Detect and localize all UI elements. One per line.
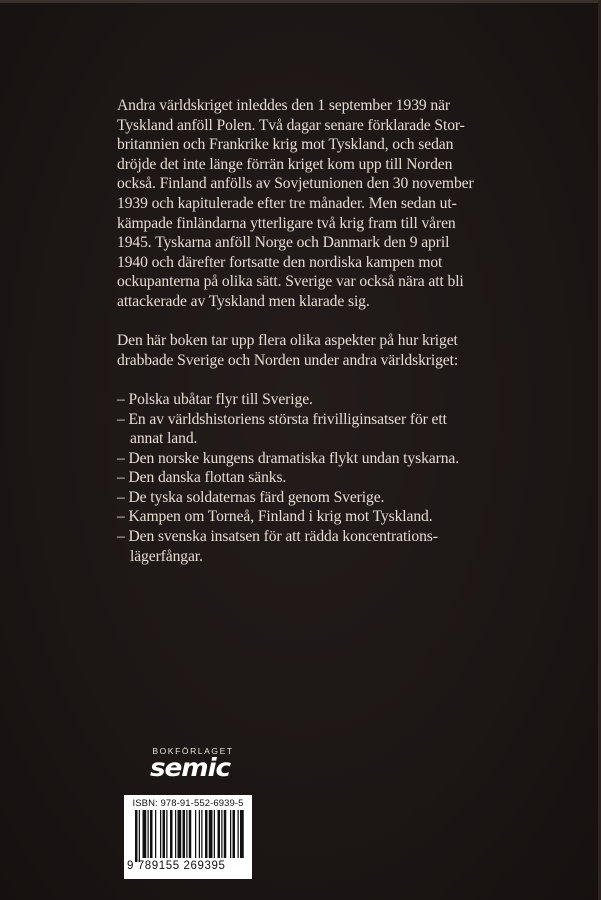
barcode-bar	[240, 810, 244, 858]
blurb-paragraph-2	[117, 331, 492, 370]
barcode-bar	[175, 810, 176, 858]
barcode-bar	[178, 810, 182, 858]
bullet-item-continuation: lägerfångar.	[130, 547, 203, 565]
blurb-line: 1945. Tyskarna anföll Norge och Danmark den 9 april	[117, 234, 450, 252]
blurb-line: 1939 och kapitulerade efter tre månader. Men sedan ut-	[117, 194, 457, 212]
barcode-icon	[131, 810, 245, 862]
barcode-bar	[135, 810, 138, 862]
blurb-line: drabbade Sverige och Norden under andra världskriget:	[117, 351, 459, 369]
barcode-bar	[186, 810, 187, 858]
barcode-bar	[230, 810, 231, 858]
blurb-line: kämpade finländarna ytterligare två krig fram till våren	[117, 214, 456, 232]
bullet-list	[117, 390, 492, 566]
barcode-digits: 9 789155 269395	[127, 860, 226, 872]
publisher-logo	[140, 746, 240, 780]
barcode-bar	[189, 810, 192, 858]
barcode-bar	[160, 810, 161, 858]
barcode-bar	[183, 810, 186, 858]
barcode-bar	[195, 810, 196, 858]
barcode-bar	[139, 810, 140, 862]
blurb-line: också. Finland anfölls av Sovjetunionen den 30 november	[117, 175, 474, 193]
barcode-bar	[143, 810, 147, 858]
blurb-paragraph-1	[117, 96, 492, 312]
bullet-item: – Kampen om Torneå, Finland i krig mot Tyskland.	[117, 508, 433, 526]
bullet-item: – En av världshistoriens största frivilliginsatser för ett	[117, 410, 447, 428]
blurb-text	[117, 96, 492, 566]
barcode-bar	[221, 810, 222, 858]
barcode-bar	[238, 810, 239, 858]
blurb-line: 1940 och därefter fortsatte den nordiska kampen mot	[117, 253, 443, 271]
bullet-item: – Den norske kungens dramatiska flykt undan tyskarna.	[117, 449, 460, 467]
barcode-bar	[224, 810, 227, 858]
barcode-bar	[170, 810, 173, 858]
barcode-bar	[199, 810, 200, 858]
isbn-text: ISBN: 978-91-552-6939-5	[132, 798, 244, 809]
barcode-bar	[214, 810, 215, 858]
blurb-line: dröjde det inte länge förrän kriget kom upp till Norden	[117, 155, 453, 173]
bullet-item: – Den danska flottan sänks.	[117, 469, 287, 487]
bullet-item: – Den svenska insatsen för att rädda koncentrations-	[117, 528, 438, 546]
blurb-line: ockupanterna på olika sätt. Sverige var också nära att bli	[117, 273, 464, 291]
blurb-line: britannien och Frankrike krig mot Tyskland, och sedan	[117, 136, 454, 154]
blurb-line: Andra världskriget inleddes den 1 september 1939 när	[117, 97, 450, 114]
bullet-item: – Polska ubåtar flyr till Sverige.	[117, 390, 313, 408]
barcode-bar	[163, 810, 166, 858]
cover-top-edge	[0, 0, 601, 3]
bullet-item: – De tyska soldaternas färd genom Sverige.	[117, 488, 385, 506]
blurb-line: attackerade av Tyskland men klarade sig.	[117, 292, 370, 310]
publisher-logo-name: semic	[149, 753, 231, 782]
blurb-line: Den här boken tar upp flera olika aspekter på hur kriget	[117, 332, 458, 350]
barcode-bar	[233, 810, 236, 858]
bullet-item-continuation: annat land.	[130, 430, 198, 448]
barcode-bar	[155, 810, 156, 858]
barcode-bar	[201, 810, 202, 858]
barcode-bar	[218, 810, 221, 858]
blurb-line: Tyskland anföll Polen. Två dagar senare förklarade Stor-	[117, 116, 465, 134]
barcode-bar	[209, 810, 213, 858]
barcode-bar	[150, 810, 153, 858]
barcode-bar	[166, 810, 167, 858]
barcode-label	[124, 795, 252, 879]
barcode-bar	[205, 810, 208, 858]
publisher-logo-top-text: BOKFÖRLAGET	[152, 746, 234, 756]
barcode-bar	[148, 810, 149, 858]
